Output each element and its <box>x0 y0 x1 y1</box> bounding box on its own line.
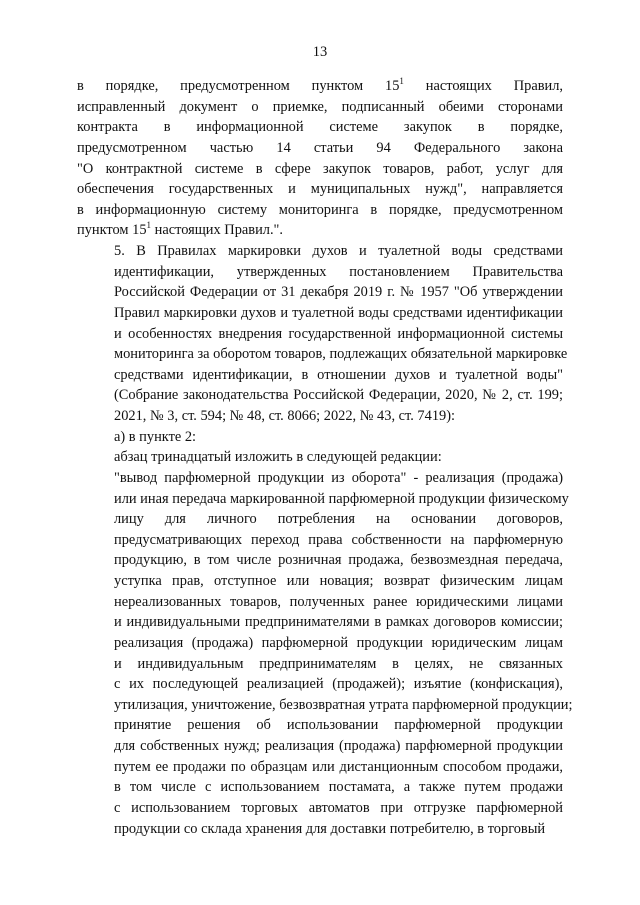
text-line: для собственных нужд; реализация (продажа) парфюмерной продукции <box>114 738 563 754</box>
paragraph <box>77 447 563 468</box>
text-line: нереализованных товаров, полученных ранее юридическими лицами <box>114 593 563 610</box>
text-line: и индивидуальными предпринимателями в рамках договоров комиссии; <box>114 614 563 631</box>
text-line: в порядке, предусмотренном пунктом $15^1$ настоящих Правил, <box>77 76 563 94</box>
paragraph <box>77 427 563 448</box>
text-line: или иная передача маркированной парфюмерной продукции физическому <box>114 490 569 507</box>
text-line: исправленный документ о приемке, подписанный обеими сторонами <box>77 98 563 115</box>
text-line: мониторинга за оборотом товаров, подлежащих обязательной маркировке <box>114 346 568 363</box>
text-line: абзац тринадцатый изложить в следующей редакции: <box>114 449 442 466</box>
text-line: 2021, № 3, ст. 594; № 48, ст. 8066; 2022, № 43, ст. 7419): <box>114 408 455 424</box>
text-line: путем ее продажи по образцам или дистанционным способом продажи, <box>114 758 563 775</box>
text-line: обеспечения государственных и муниципальных нужд", направляется <box>77 181 563 198</box>
paragraph <box>77 468 573 839</box>
text-line: 5. В Правилах маркировки духов и туалетной воды средствами <box>114 243 563 259</box>
text-line: "вывод парфюмерной продукции из оборота" - реализация (продажа) <box>114 469 563 486</box>
text-line: лицу для личного потребления на основании договоров, <box>114 511 563 528</box>
text-line: принятие решения об использовании парфюмерной продукции <box>114 717 563 734</box>
text-line: и индивидуальным предпринимателям в целях, не связанных <box>114 655 563 672</box>
text-line: с их последующей реализацией (продажей); изъятие (конфискация), <box>114 676 563 693</box>
page-number: 13 <box>312 44 328 60</box>
text-line: в том числе с использованием постамата, а также путем продажи <box>114 779 563 796</box>
document-body <box>77 76 573 839</box>
text-line: в информационную систему мониторинга в порядке, предусмотренном <box>77 201 563 218</box>
text-line: и особенностях внедрения государственной информационной системы <box>114 325 563 342</box>
text-line: с использованием торговых автоматов при отгрузке парфюмерной <box>114 799 563 816</box>
paragraph <box>77 241 568 427</box>
text-line: уступка прав, отступное или новация; возврат физическим лицам <box>114 573 563 589</box>
text-line: утилизация, уничтожение, безвозвратная утрата парфюмерной продукции; <box>114 696 573 713</box>
text-line: продукцию, в том числе розничная продажа, безвозмездная передача, <box>114 552 563 569</box>
text-line: Российской Федерации от 31 декабря 2019 г. № 1957 "Об утверждении <box>114 284 563 301</box>
text-line: продукции со склада хранения для доставки потребителю, в торговый <box>114 820 546 837</box>
text-line: идентификации, утвержденных постановлением Правительства <box>114 263 563 280</box>
text-line: (Собрание законодательства Российской Федерации, 2020, № 2, ст. 199; <box>114 387 563 404</box>
text-line: а) в пункте 2: <box>114 428 197 445</box>
text-line: средствами идентификации, в отношении духов и туалетной воды" <box>114 366 563 383</box>
paragraph <box>77 76 563 241</box>
text-line: предусматривающих переход права собственности на парфюмерную <box>114 531 563 548</box>
text-line: "О контрактной системе в сфере закупок товаров, работ, услуг для <box>77 160 563 177</box>
text-line: реализация (продажа) парфюмерной продукции юридическим лицам <box>114 634 563 651</box>
text-line: контракта в информационной системе закупок в порядке, <box>77 119 563 136</box>
text-line: пунктом $15^1$ настоящих Правил.". <box>77 220 284 239</box>
text-line: предусмотренном частью 14 статьи 94 Федерального закона <box>77 139 563 156</box>
text-line: Правил маркировки духов и туалетной воды средствами идентификации <box>114 304 563 321</box>
